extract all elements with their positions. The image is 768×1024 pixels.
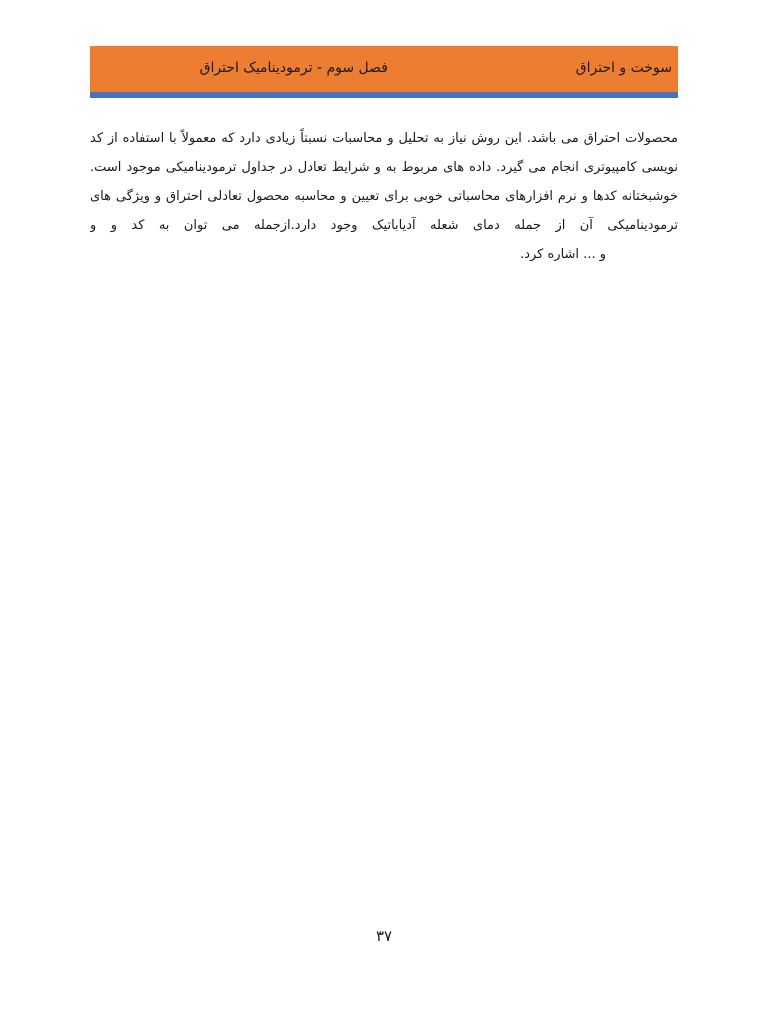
chapter-title: فصل سوم - ترمودینامیک احتراق [199,60,388,76]
running-header [90,46,678,92]
book-title: سوخت و احتراق [575,60,672,76]
body-paragraph [90,124,678,269]
text-line: و ... اشاره کرد. [520,247,606,262]
text-line: ترمودینامیکی آن از جمله دمای شعله آدیاباتیک وجود دارد.ازجمله می توان به کد و و [90,218,678,233]
text-line: محصولات احتراق می باشد. این روش نیاز به تحلیل و محاسبات نسبتاً زیادی دارد که معمولاً با استفاده از کد [90,131,678,146]
text-line: خوشبختانه کدها و نرم افزارهای محاسباتی خوبی برای تعیین و محاسبه محصول تعادلی احتراق و ویژگی های [90,189,678,204]
page-number: ۳۷ [375,927,393,945]
text-line: نویسی کامپیوتری انجام می گیرد. داده های مربوط به و شرایط تعادل در جداول ترمودینامیکی موجود است. [90,160,678,175]
header-divider [90,92,678,98]
